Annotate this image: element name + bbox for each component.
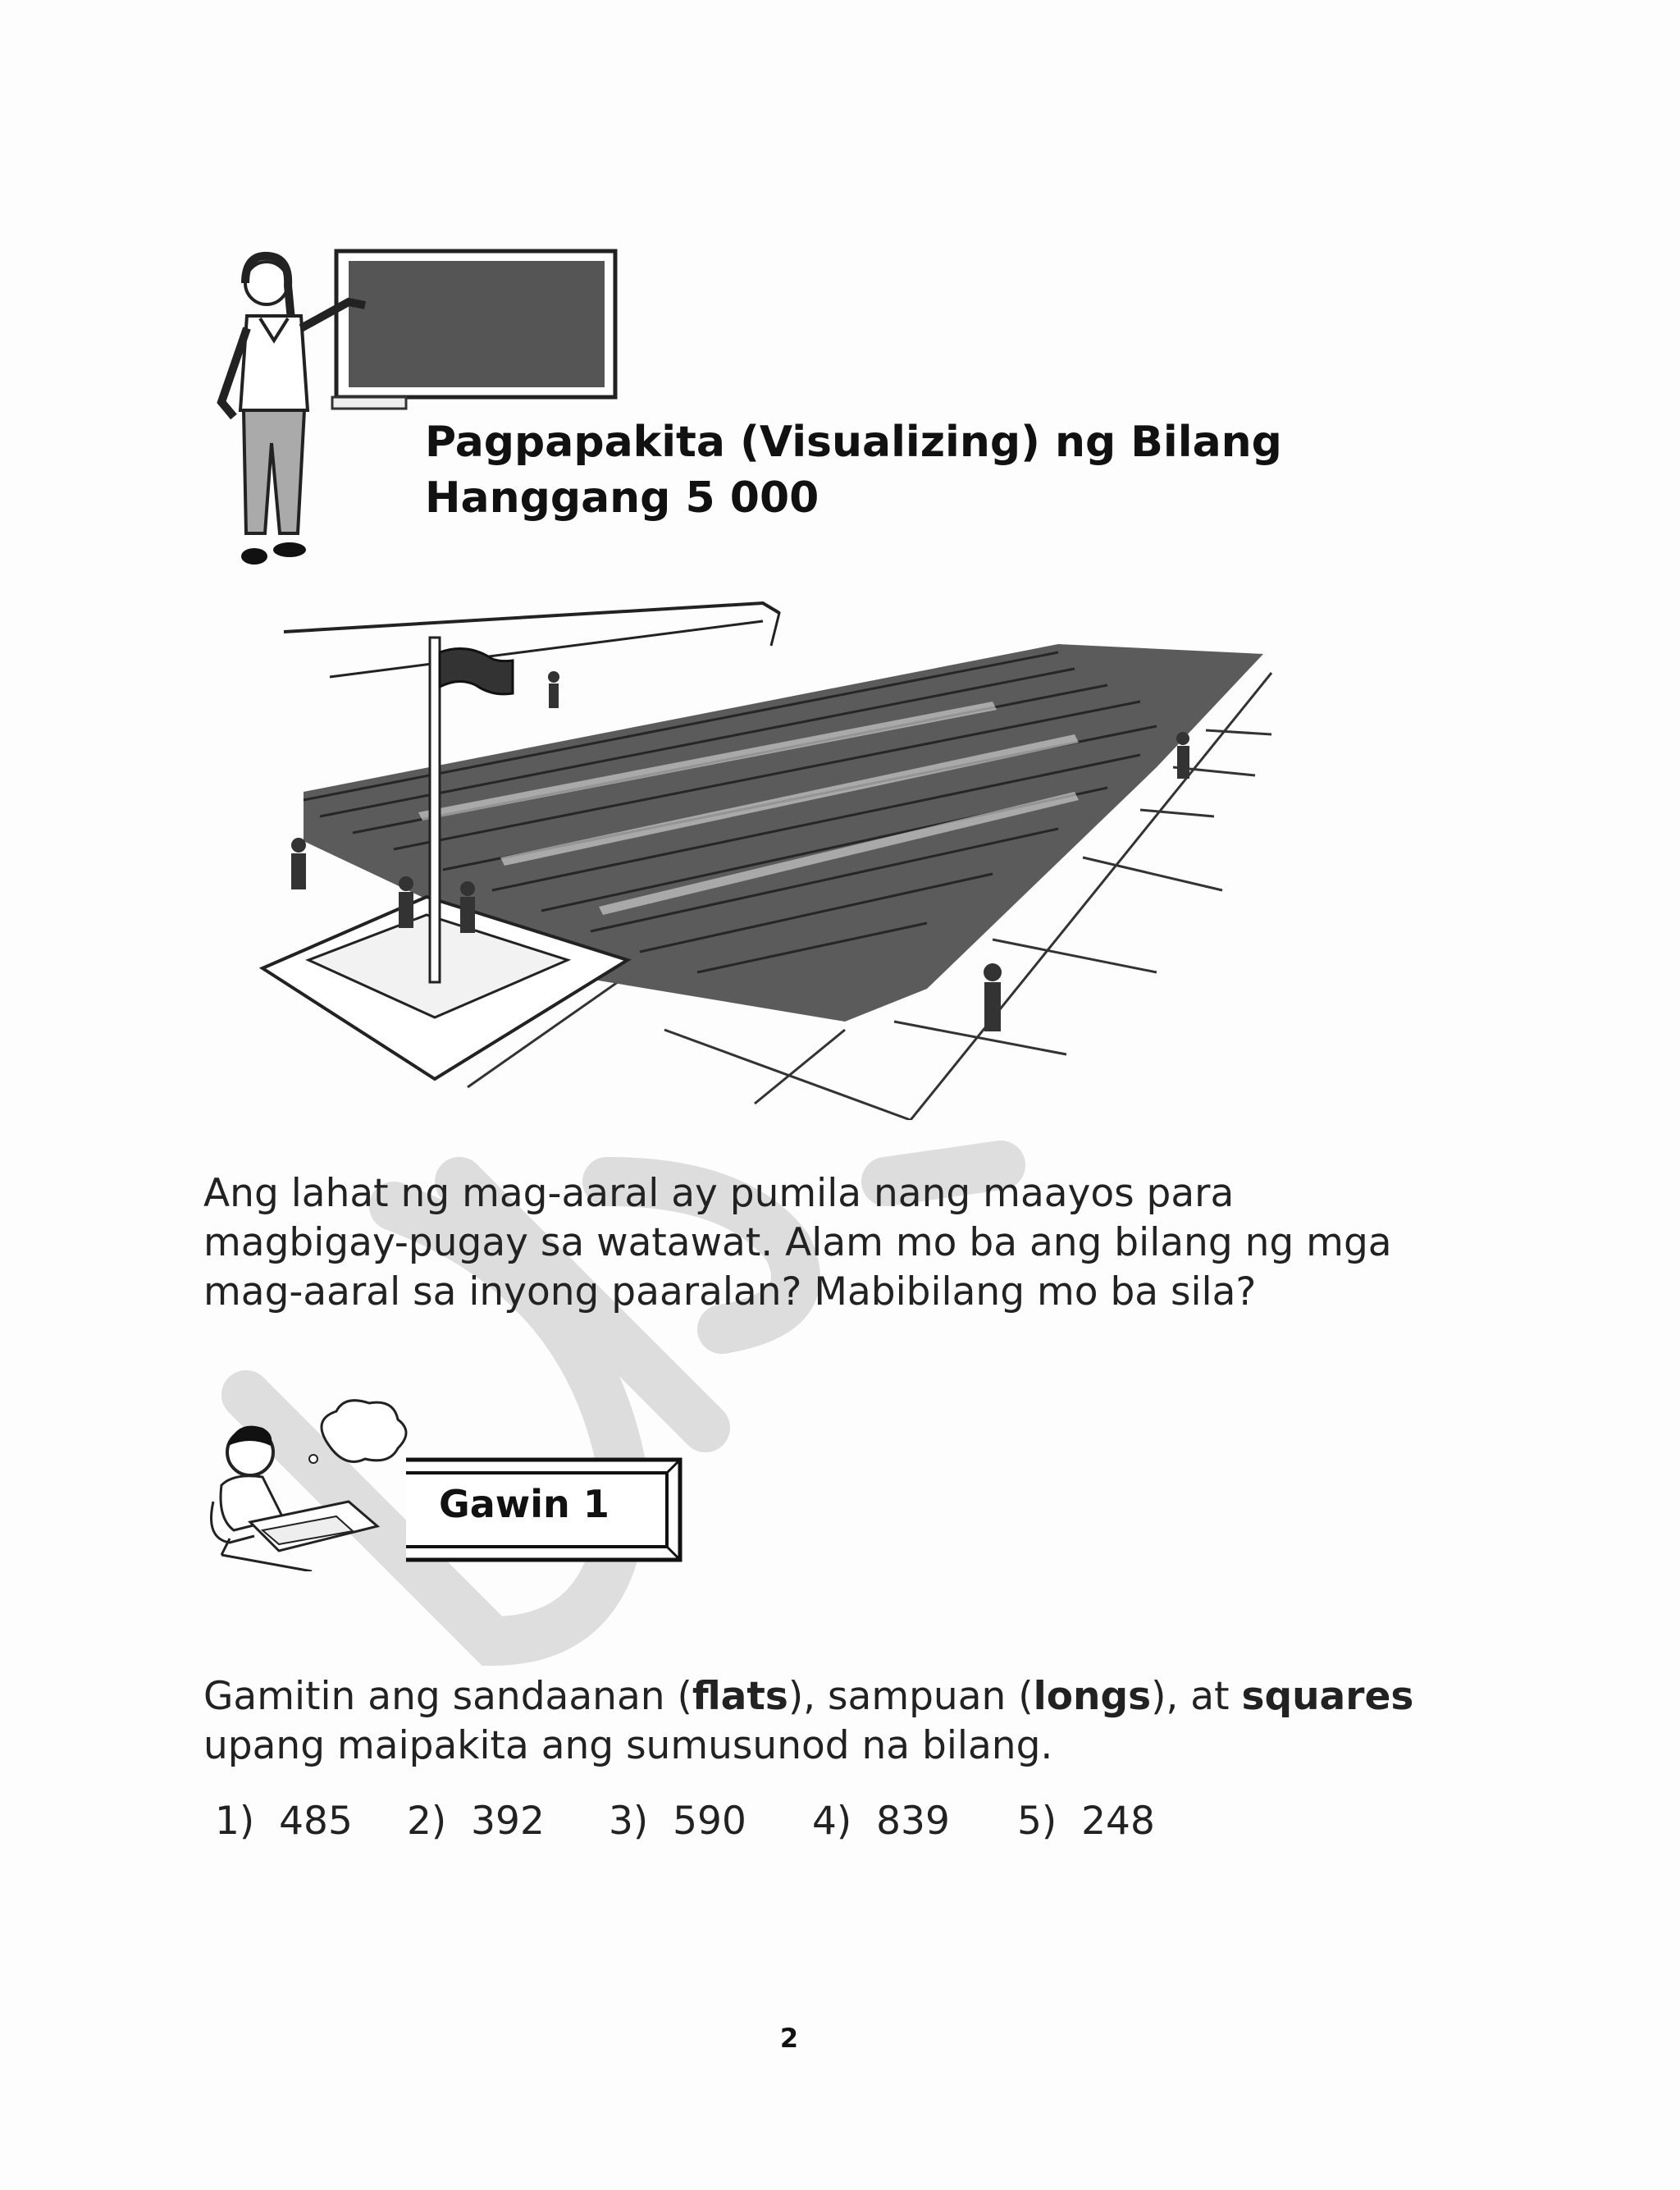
item-number: 4) <box>812 1799 852 1844</box>
instruction-text-1: Gamitin ang sandaanan ( <box>203 1674 692 1719</box>
instruction-flats: flats <box>692 1674 788 1719</box>
item-number: 3) <box>609 1799 649 1844</box>
item-number: 5) <box>1017 1799 1057 1844</box>
page-number: 2 <box>779 2023 799 2054</box>
item-value: 839 <box>876 1799 950 1844</box>
instruction-squares: squares <box>1241 1674 1414 1719</box>
instruction-text-4: upang maipakita ang sumusunod na bilang. <box>203 1723 1053 1768</box>
list-item <box>609 1797 746 1846</box>
item-number: 2) <box>407 1799 447 1844</box>
list-item <box>215 1797 353 1846</box>
page-title <box>425 414 1327 526</box>
instruction-paragraph <box>203 1672 1483 1771</box>
item-value: 590 <box>673 1799 746 1844</box>
item-value: 392 <box>471 1799 545 1844</box>
instruction-text-3: ), at <box>1151 1674 1242 1719</box>
item-value: 485 <box>279 1799 353 1844</box>
thinking-student-icon <box>205 1395 410 1571</box>
title-line-1: Pagpapakita (Visualizing) ng Bilang <box>425 418 1282 467</box>
title-line-2: Hanggang 5 000 <box>425 473 819 523</box>
instruction-longs: longs <box>1033 1674 1152 1719</box>
list-item <box>407 1797 545 1846</box>
item-number: 1) <box>215 1799 255 1844</box>
item-value: 248 <box>1081 1799 1155 1844</box>
intro-paragraph: Ang lahat ng mag-aaral ay pumila nang maayos para magbigay-pugay sa watawat. Alam mo ba ang bilang ng mga mag-aaral sa inyong paaralan? Mabibilang mo ba sila? <box>203 1171 1392 1314</box>
list-item <box>812 1797 950 1846</box>
flag-ceremony-illustration <box>254 595 1296 1120</box>
instruction-text-2: ), sampuan ( <box>788 1674 1034 1719</box>
list-item <box>1017 1797 1155 1846</box>
activity-label: Gawin 1 <box>439 1482 609 1526</box>
